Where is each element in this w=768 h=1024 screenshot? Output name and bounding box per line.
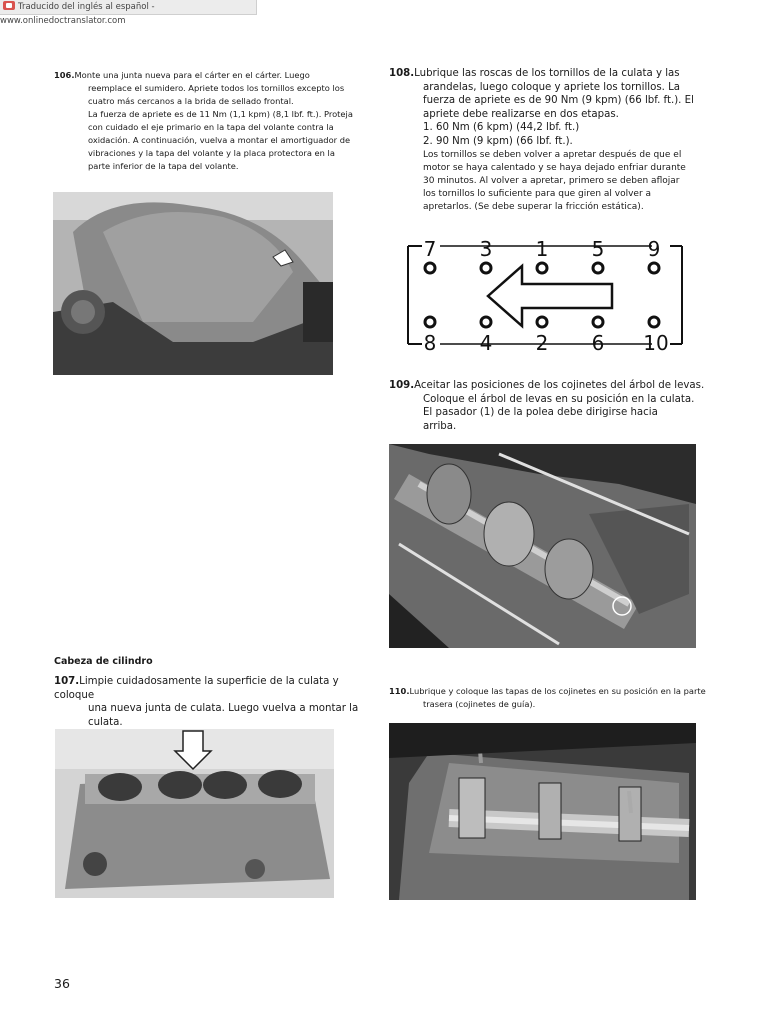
step-107-number: 107. (54, 676, 80, 687)
bolt-holes-bottom (425, 317, 659, 327)
step-108-line: 1. 60 Nm (6 kpm) (44,2 lbf. ft.) (423, 122, 580, 134)
step-109-number: 109. (389, 380, 415, 391)
step-110 (389, 685, 719, 711)
banner-text: Traducido del inglés al español - www.onlinedoctranslator.com (0, 2, 155, 26)
step-110-number: 110. (389, 686, 410, 696)
bolt-number-bottom-5: 10 (643, 331, 669, 355)
step-110-line: trasera (cojinetes de guía). (423, 699, 536, 709)
step-108 (389, 67, 719, 214)
step-110-line: Lubrique y coloque las tapas de los cojinetes en su posición en la parte (409, 686, 706, 696)
step-108-line: apriete debe realizarse en dos etapas. (423, 108, 619, 120)
step-107-line: Limpie cuidadosamente la superficie de la culata y coloque (54, 676, 339, 701)
step-108-line: arandelas, luego coloque y apriete los tornillos. La (423, 81, 681, 93)
step-108-line: Los tornillos se deben volver a apretar después de que el (423, 149, 682, 160)
bolt-number-bottom-4: 6 (591, 331, 605, 355)
step-108-line: los tornillos lo suficiente para que giren al volver a (423, 188, 652, 199)
step-106-line: vibraciones y la tapa del volante y la placa protectora en la (88, 148, 335, 158)
step-109-line: Coloque el árbol de levas en su posición en la culata. (423, 393, 695, 405)
bolt-number-top-1: 7 (423, 237, 437, 261)
step-106-line: con cuidado el eje primario en la tapa del volante contra la (88, 122, 334, 132)
bolt-number-top-5: 9 (647, 237, 661, 261)
bolt-number-top-2: 3 (479, 237, 493, 261)
bolt-number-top-4: 5 (591, 237, 605, 261)
step-108-line: motor se haya calentado y se haya dejado enfriar durante (423, 162, 686, 173)
translator-banner[interactable] (0, 0, 257, 26)
step-107 (54, 675, 374, 729)
bolt-tightening-diagram (400, 236, 690, 360)
step-106 (54, 69, 364, 173)
step-109-line: arriba. (423, 420, 457, 432)
step-108-line: apretarlos. (Se debe superar la fricción estática). (423, 201, 644, 212)
bolt-number-bottom-1: 8 (423, 331, 437, 355)
step-106-line: Monte una junta nueva para el cárter en el cárter. Luego (74, 70, 310, 80)
step-107-line: una nueva junta de culata. Luego vuelva a montar la culata. (88, 703, 359, 728)
direction-arrow-icon (488, 266, 612, 326)
page-number: 36 (54, 976, 70, 991)
step-108-line: fuerza de apriete es de 90 Nm (9 kpm) (66 lbf. ft.). El (423, 95, 694, 107)
cylinder-block-photo (55, 729, 334, 898)
step-106-line: cuatro más cercanos a la brida de sellado frontal. (88, 96, 294, 106)
step-109-line: Aceitar las posiciones de los cojinetes del árbol de levas. (414, 380, 705, 391)
step-109 (389, 379, 719, 433)
step-108-number: 108. (389, 68, 415, 79)
step-106-line: La fuerza de apriete es de 11 Nm (1,1 kpm) (8,1 lbf. ft.). Proteja (88, 109, 353, 119)
oil-sump-photo (53, 192, 333, 375)
section-heading: Cabeza de cilindro (54, 656, 153, 667)
translator-logo-icon (3, 1, 15, 10)
step-108-line: Lubrique las roscas de los tornillos de la culata y las (414, 68, 680, 79)
bolt-number-bottom-2: 4 (479, 331, 493, 355)
bolt-number-top-3: 1 (535, 237, 549, 261)
step-106-number: 106. (54, 70, 75, 80)
step-108-line: 30 minutos. Al volver a apretar, primero se deben aflojar (423, 175, 680, 186)
step-106-line: oxidación. A continuación, vuelva a montar el amortiguador de (88, 135, 351, 145)
step-106-line: reemplace el sumidero. Apriete todos los tornillos excepto los (88, 83, 345, 93)
camshaft-photo (389, 444, 696, 648)
bolt-number-bottom-3: 2 (535, 331, 549, 355)
step-108-line: 2. 90 Nm (9 kpm) (66 lbf. ft.). (423, 135, 573, 147)
step-109-line: El pasador (1) de la polea debe dirigirse hacia (423, 407, 658, 419)
bearing-caps-photo (389, 723, 696, 900)
bolt-holes-top (425, 263, 659, 273)
step-106-line: parte inferior de la tapa del volante. (88, 161, 239, 171)
